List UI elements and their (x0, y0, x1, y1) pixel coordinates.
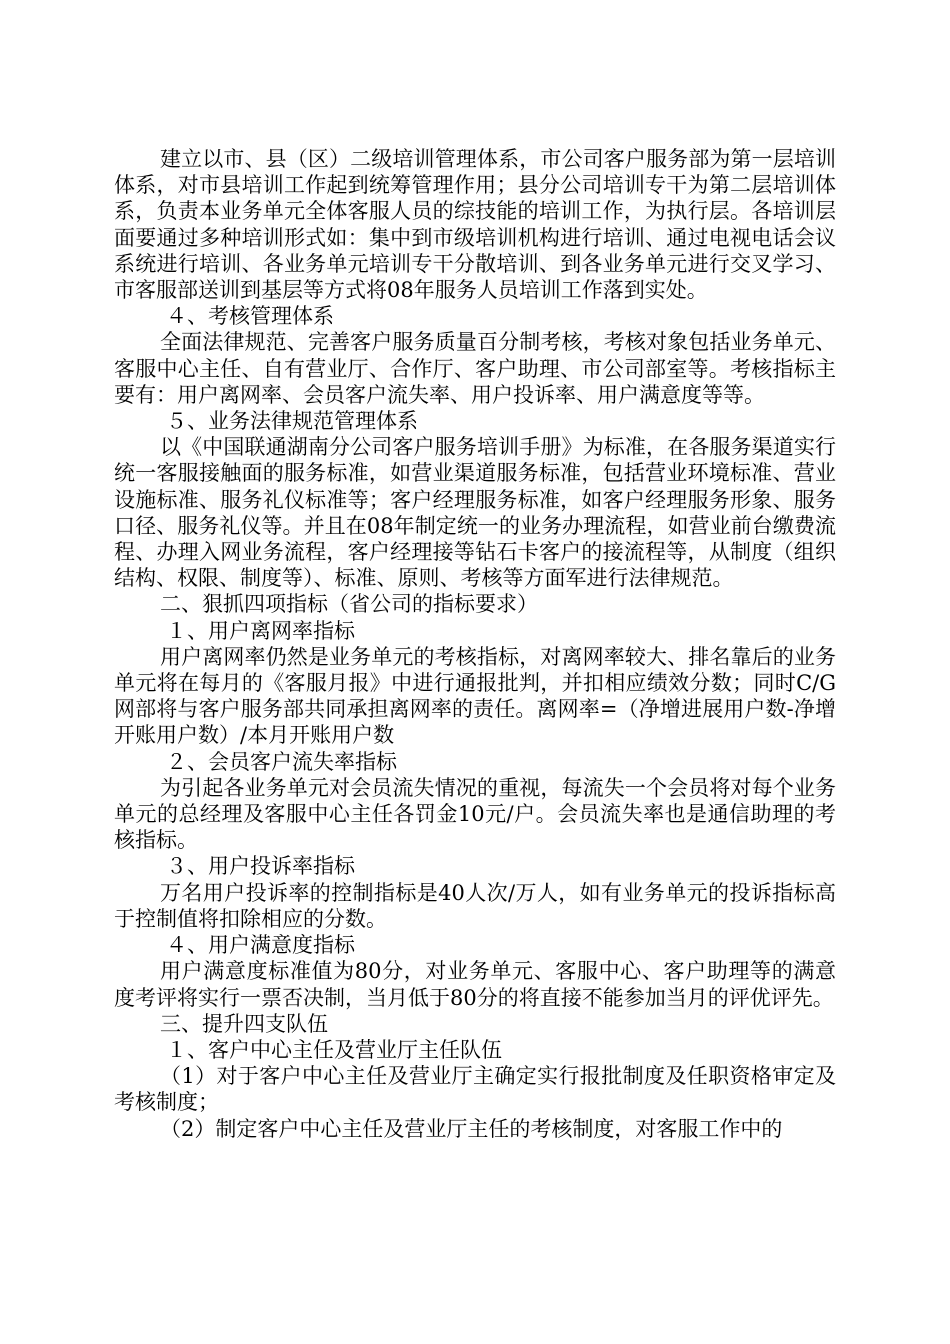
paragraph-complaint-rate: 万名用户投诉率的控制指标是40人次/万人，如有业务单元的投诉指标高于控制值将扣除相应的分数。 (114, 880, 836, 931)
paragraph-legal-standards: 以《中国联通湖南分公司客户服务培训手册》为标准，在各服务渠道实行统一客服接触面的服务标准，如营业渠道服务标准，包括营业环境标准、营业设施标准、服务礼仪标准等；客户经理服务标准，如客户经理服务形象、服务口径、服务礼仪等。并且在08年制定统一的业务办理流程，如营业前台缴费流程、办理入网业务流程，客户经理接等钻石卡客户的接流程等，从制度（组织结构、权限、制度等）、标准、原则、考核等方面军进行法律规范。 (114, 435, 836, 591)
paragraph-item-2: （2）制定客户中心主任及营业厅主任的考核制度，对客服工作中的 (160, 1116, 783, 1141)
paragraph-training-system: 建立以市、县（区）二级培训管理体系，市公司客户服务部为第一层培训体系，对市县培训工作起到统筹管理作用；县分公司培训专干为第二层培训体系，负责本业务单元全体客服人员的综技能的培训工作，为执行层。各培训层面要通过多种培训形式如：集中到市级培训机构进行培训、通过电视电话会议系统进行培训、各业务单元培训专干分散培训、到各业务单元进行交叉学习、市客服部送训到基层等方式将08年服务人员培训工作落到实处。 (114, 147, 836, 303)
document-body (114, 146, 836, 1142)
heading-satisfaction: ４、用户满意度指标 (166, 933, 355, 958)
heading-member-loss: ２、会员客户流失率指标 (166, 749, 397, 774)
paragraph-churn-rate: 用户离网率仍然是业务单元的考核指标，对离网率较大、排名靠后的业务单元将在每月的《客服月报》中进行通报批判，并扣相应绩效分数；同时C/G网部将与客户服务部共同承担离网率的责任。离网率=（净增进展用户数-净增开账用户数）/本月开账用户数 (114, 644, 836, 748)
heading-four-indicators: 二、狠抓四项指标（省公司的指标要求） (160, 592, 538, 617)
paragraph-assessment: 全面法律规范、完善客户服务质量百分制考核，考核对象包括业务单元、客服中心主任、自有营业厅、合作厅、客户助理、市公司部室等。考核指标主要有：用户离网率、会员客户流失率、用户投诉率、用户满意度等等。 (114, 330, 836, 407)
heading-complaint-rate: ３、用户投诉率指标 (166, 854, 355, 879)
paragraph-member-loss: 为引起各业务单元对会员流失情况的重视，每流失一个会员将对每个业务单元的总经理及客服中心主任各罚金10元/户。会员流失率也是通信助理的考核指标。 (114, 775, 836, 853)
paragraph-satisfaction: 用户满意度标准值为80分，对业务单元、客服中心、客户助理等的满意度考评将实行一票否决制，当月低于80分的将直接不能参加当月的评优评先。 (114, 959, 836, 1010)
heading-assessment-system: ４、考核管理体系 (166, 304, 334, 329)
heading-churn-rate: １、用户离网率指标 (166, 618, 355, 643)
heading-center-directors: １、客户中心主任及营业厅主任队伍 (166, 1037, 502, 1062)
paragraph-item-1: （1）对于客户中心主任及营业厅主确定实行报批制度及任职资格审定及考核制度； (114, 1064, 836, 1115)
heading-legal-system: ５、业务法律规范管理体系 (166, 409, 418, 434)
heading-four-teams: 三、提升四支队伍 (160, 1011, 328, 1036)
